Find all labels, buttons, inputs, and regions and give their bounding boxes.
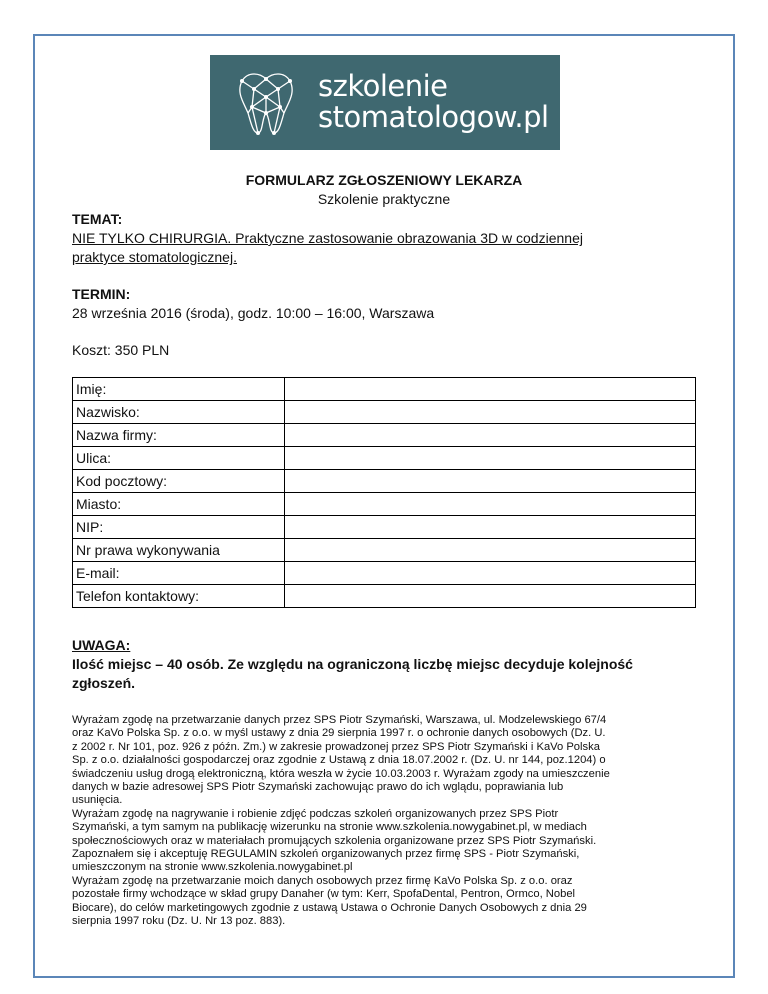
consent-section xyxy=(72,714,700,929)
field-label: E-mail: xyxy=(73,562,285,585)
consent-line: oraz KaVo Polska Sp. z o.o. w myśl ustawy z dnia 29 sierpnia 1997 r. o ochronie danych osobowych (Dz. U. xyxy=(72,727,606,740)
postal-code-field[interactable] xyxy=(285,470,696,493)
consent-line: sierpnia 1997 roku (Dz. U. Nr 13 poz. 883). xyxy=(72,915,286,928)
topic-line-1: NIE TYLKO CHIRURGIA. Praktyczne zastosowanie obrazowania 3D w codziennej xyxy=(72,230,583,246)
street-field[interactable] xyxy=(285,447,696,470)
field-label: Imię: xyxy=(73,378,285,401)
nip-field[interactable] xyxy=(285,516,696,539)
consent-line: Szymański, a tym samym na publikację wizerunku na stronie www.szkolenia.nowygabinet.pl, w mediach xyxy=(72,821,587,834)
term-label: TERMIN: xyxy=(72,286,131,302)
consent-line: Wyrażam zgodę na nagrywanie i robienie zdjęć podczas szkoleń organizowanych przez SPS Piotr xyxy=(72,807,559,820)
consent-paragraph-4 xyxy=(72,875,700,929)
license-number-field[interactable] xyxy=(285,539,696,562)
city-field[interactable] xyxy=(285,493,696,516)
field-label: Nazwisko: xyxy=(73,401,285,424)
form-row xyxy=(73,401,696,424)
consent-line: świadczeniu usług drogą elektroniczną, która weszła w życie 10.03.2003 r. Wyrażam zgody na umieszczenie xyxy=(72,767,610,780)
consent-line: Wyrażam zgodę na przetwarzanie danych przez SPS Piotr Szymański, Warszawa, ul. Modzelewskiego 67/4 xyxy=(72,714,607,726)
form-row xyxy=(73,424,696,447)
note-section xyxy=(72,636,700,693)
field-label: Telefon kontaktowy: xyxy=(73,585,285,608)
last-name-field[interactable] xyxy=(285,401,696,424)
consent-line: z 2002 r. Nr 101, poz. 926 z późn. Zm.) w zakresie prowadzonej przez SPS Piotr Szymański i KaVo Polska xyxy=(72,740,600,753)
term-section xyxy=(72,285,672,323)
field-label: NIP: xyxy=(73,516,285,539)
term-value: 28 września 2016 (środa), godz. 10:00 – 16:00, Warszawa xyxy=(72,305,435,321)
logo-banner xyxy=(210,55,560,150)
form-row xyxy=(73,378,696,401)
consent-line: usunięcia. xyxy=(72,794,123,807)
form-row xyxy=(73,493,696,516)
topic-line-2: praktyce stomatologicznej. xyxy=(72,249,237,265)
topic-label: TEMAT: xyxy=(72,211,123,227)
consent-paragraph-3 xyxy=(72,848,700,875)
form-row xyxy=(73,516,696,539)
first-name-field[interactable] xyxy=(285,378,696,401)
field-label: Nazwa firmy: xyxy=(73,424,285,447)
field-label: Miasto: xyxy=(73,493,285,516)
logo-line-1: szkolenie xyxy=(318,69,448,103)
consent-line: Sp. z o.o. działalności gospodarczej oraz zgodnie z Ustawą z dnia 18.07.2002 r. (Dz. U. nr 144, poz.1204) o xyxy=(72,754,606,767)
tooth-icon xyxy=(230,67,302,137)
form-title: FORMULARZ ZGŁOSZENIOWY LEKARZA xyxy=(245,172,523,188)
registration-form-table xyxy=(72,377,696,608)
form-subtitle: Szkolenie praktyczne xyxy=(317,191,451,207)
consent-line: danych w bazie adresowej SPS Piotr Szymański zachowując prawo do ich wglądu, poprawiania lub xyxy=(72,781,564,794)
email-field[interactable] xyxy=(285,562,696,585)
note-line-1: Ilość miejsc – 40 osób. Ze względu na ograniczoną liczbę miejsc decyduje kolejność xyxy=(72,656,633,672)
note-label: UWAGA: xyxy=(72,637,131,653)
consent-line: Wyrażam zgodę na przetwarzanie moich danych osobowych przez firmę KaVo Polska Sp. z o.o. oraz xyxy=(72,874,573,887)
cost-text: Koszt: 350 PLN xyxy=(72,342,170,358)
form-row xyxy=(73,447,696,470)
field-label: Ulica: xyxy=(73,447,285,470)
logo-text xyxy=(318,71,549,133)
form-row xyxy=(73,470,696,493)
consent-line: Biocare), do celów marketingowych zgodnie z ustawą Ustawa o Ochronie Danych Osobowych z dnia 29 xyxy=(72,901,587,914)
field-label: Kod pocztowy: xyxy=(73,470,285,493)
form-row xyxy=(73,539,696,562)
phone-field[interactable] xyxy=(285,585,696,608)
form-row xyxy=(73,562,696,585)
consent-line: umieszczonym na stronie www.szkolenia.nowygabinet.pl xyxy=(72,861,353,874)
consent-paragraph-2 xyxy=(72,808,700,848)
field-label: Nr prawa wykonywania xyxy=(73,539,285,562)
note-line-2: zgłoszeń. xyxy=(72,675,136,691)
consent-paragraph-1 xyxy=(72,714,700,808)
topic-section xyxy=(72,210,672,267)
consent-line: społecznościowych oraz w materiałach promujących szkolenia organizowane przez SPS Piotr Szymański. xyxy=(72,834,597,847)
company-name-field[interactable] xyxy=(285,424,696,447)
form-row xyxy=(73,585,696,608)
consent-line: pozostałe firmy wchodzące w skład grupy Danaher (w tym: Kerr, SpofaDental, Pentron, Ormco, Nobel xyxy=(72,888,576,901)
logo-line-2: stomatologow.pl xyxy=(318,100,549,134)
consent-line: Zapoznałem się i akceptuję REGULAMIN szkoleń organizowanych przez firmę SPS - Piotr Szymański, xyxy=(72,848,580,861)
